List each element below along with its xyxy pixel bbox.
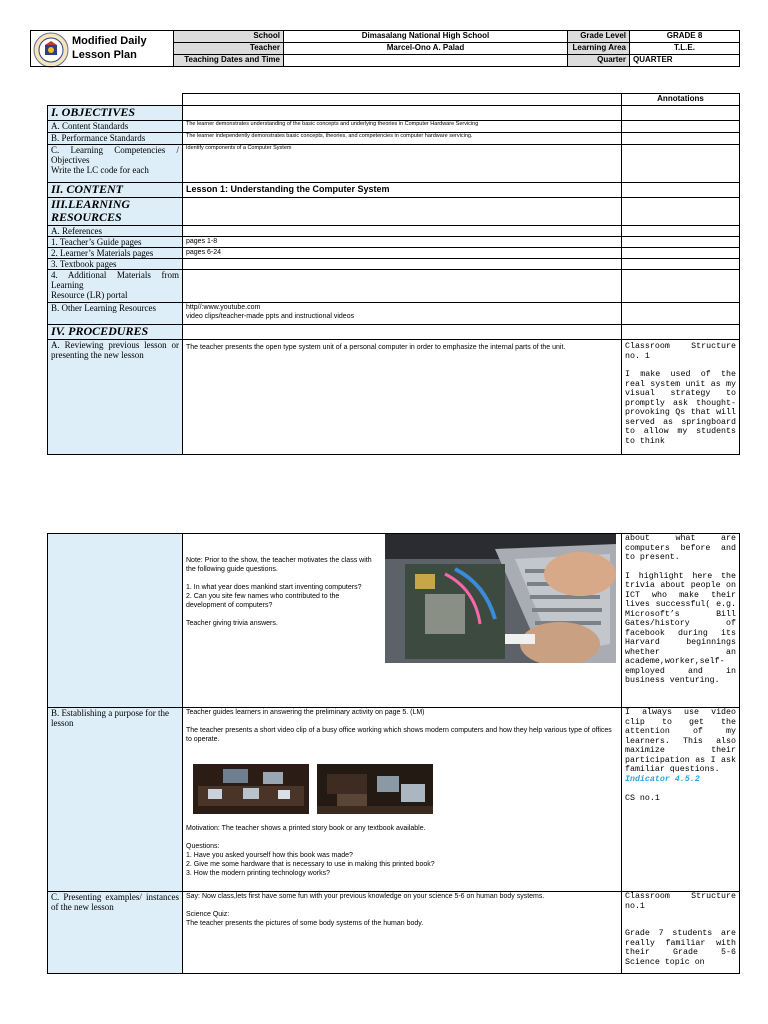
review-label: A. Reviewing previous lesson or presenting the new lesson [48, 340, 183, 455]
review-annotation [622, 340, 740, 455]
plan-title: Modified Daily Lesson Plan [72, 35, 147, 61]
purpose-activity: Teacher guides learners in answering the preliminary activity on page 5. (LM) [186, 709, 425, 716]
examples-note-structure: Classroom Structure no.1 [625, 892, 736, 911]
review-note-structure: Classroom Structure no. 1 [625, 342, 736, 361]
examples-annotation [622, 892, 740, 974]
purpose-cell [183, 708, 622, 892]
tg-value: pages 1-8 [183, 237, 622, 248]
examples-note-familiar: Grade 7 students are really familiar with their Grade 5-6 Science topic on [625, 929, 736, 967]
procedures-heading: IV. PROCEDURES [48, 325, 183, 340]
annotation-history: about what are computers before and to present. [625, 534, 736, 562]
questions-label: Questions: [186, 843, 220, 850]
content-heading: II. CONTENT [48, 183, 183, 198]
quarter-value: QUARTER [630, 55, 740, 67]
purpose-motivation-block [186, 824, 616, 878]
examples-label: C. Presenting examples/ instances of the new lesson [48, 892, 183, 974]
purpose-label: B. Establishing a purpose for the lesson [48, 708, 183, 892]
performance-standards-value: The learner independently demonstrates basic concepts, theories, and competencies in computer hardware servicing. [183, 133, 622, 145]
references-label: A. References [48, 226, 183, 237]
guide-question-1: 1. In what year does mankind start inventing computers? [186, 584, 362, 591]
other-resources-value [183, 303, 622, 325]
teacher-value: Marcel-Ono A. Palad [284, 43, 568, 55]
guide-questions [186, 556, 380, 628]
content-value: Lesson 1: Understanding the Computer System [183, 183, 622, 198]
computer-assembly-photo [385, 534, 616, 663]
examples-quiz: Science Quiz: [186, 911, 230, 918]
content-standards-label: A. Content Standards [48, 121, 183, 133]
resources-heading: III.LEARNING RESOURCES [48, 198, 183, 226]
competencies-label-line2: Write the LC code for each [51, 165, 149, 175]
annotation-trivia: I highlight here the trivia about people on ICT who make their lives successful( e.g. Microsoft’s Bill Gates/history of facebook during its Harvard beginnings whether an academe,worker,self-employed and in business venturing. [625, 571, 736, 685]
intro-annotation [622, 534, 740, 708]
dates-label: Teaching Dates and Time [174, 55, 284, 67]
additional-label-line1: 4. Additional Materials from Learning [51, 270, 179, 290]
purpose-question-3: 3. How the modern printing technology works? [186, 870, 330, 877]
dates-value [284, 55, 568, 67]
other-resources-url: http//:www.youtube.com [186, 304, 261, 311]
grade-label: Grade Level [568, 31, 630, 43]
grade-value: GRADE 8 [630, 31, 740, 43]
tg-label: 1. Teacher’s Guide pages [48, 237, 183, 248]
header-table [30, 30, 740, 67]
textbook-label: 3. Textbook pages [48, 259, 183, 270]
area-label: Learning Area [568, 43, 630, 55]
area-value: T.L.E. [630, 43, 740, 55]
other-resources-label: B. Other Learning Resources [48, 303, 183, 325]
review-note-strategy: I make used of the real system unit as my visual strategy to promptly ask thought-provoking Qs that will served as springboard to allow my students to think [625, 370, 736, 446]
lm-label: 2. Learner’s Materials pages [48, 248, 183, 259]
guide-question-2: 2. Can you site few names who contributed to the development of computers? [186, 593, 340, 609]
annotations-header: Annotations [622, 94, 740, 106]
purpose-annotation [622, 708, 740, 892]
additional-label [48, 270, 183, 303]
trivia-text: Teacher giving trivia answers. [186, 620, 278, 627]
competencies-label [48, 145, 183, 183]
teacher-label: Teacher [174, 43, 284, 55]
examples-say: Say: Now class,lets first have some fun with your previous knowledge on your science 5-6 on human body systems. [186, 893, 545, 900]
office-video-still-2 [317, 764, 433, 814]
school-value: Dimasalang National High School [284, 31, 568, 43]
content-standards-value: The learner demonstrates understanding of the basic concepts and underlying theories in Computer Hardware Servicing [183, 121, 622, 133]
other-resources-desc: video clips/teacher-made ppts and instructional videos [186, 313, 355, 320]
purpose-motivation: Motivation: The teacher shows a printed story book or any textbook available. [186, 825, 426, 832]
lesson-plan-table-continued [47, 533, 740, 974]
examples-cell [183, 892, 622, 974]
purpose-note: I always use video clip to get the attention of my learners. This also maximize their participation as I ask familiar questions. [625, 708, 736, 774]
purpose-video-clip: The teacher presents a short video clip of a busy office working which shows modern computers and how they help various type of offices to operate. [186, 727, 612, 743]
school-label: School [174, 31, 284, 43]
competencies-value: Identify components of a Computer System [183, 145, 622, 183]
purpose-indicator: Indicator 4.5.2 [625, 774, 700, 784]
guide-questions-cell [183, 534, 622, 708]
performance-standards-label: B. Performance Standards [48, 133, 183, 145]
lesson-plan-table [47, 93, 740, 455]
lm-value: pages 6-24 [183, 248, 622, 259]
quarter-label: Quarter [568, 55, 630, 67]
office-video-still-1 [193, 764, 309, 814]
purpose-cs: CS no.1 [625, 794, 660, 803]
objectives-heading: I. OBJECTIVES [48, 106, 183, 121]
review-value: The teacher presents the open type system unit of a personal computer in order to emphasize the internal parts of the unit. [183, 340, 622, 455]
note-intro: Note: Prior to the show, the teacher motivates the class with the following guide questions. [186, 557, 372, 573]
additional-label-line2: Resource (LR) portal [51, 290, 128, 300]
purpose-question-2: 2. Give me some hardware that is necessary to use in making this printed book? [186, 861, 435, 868]
examples-pictures: The teacher presents the pictures of some body systems of the human body. [186, 920, 424, 927]
competencies-label-line1: C. Learning Competencies / Objectives [51, 145, 179, 165]
purpose-question-1: 1. Have you asked yourself how this book was made? [186, 852, 353, 859]
